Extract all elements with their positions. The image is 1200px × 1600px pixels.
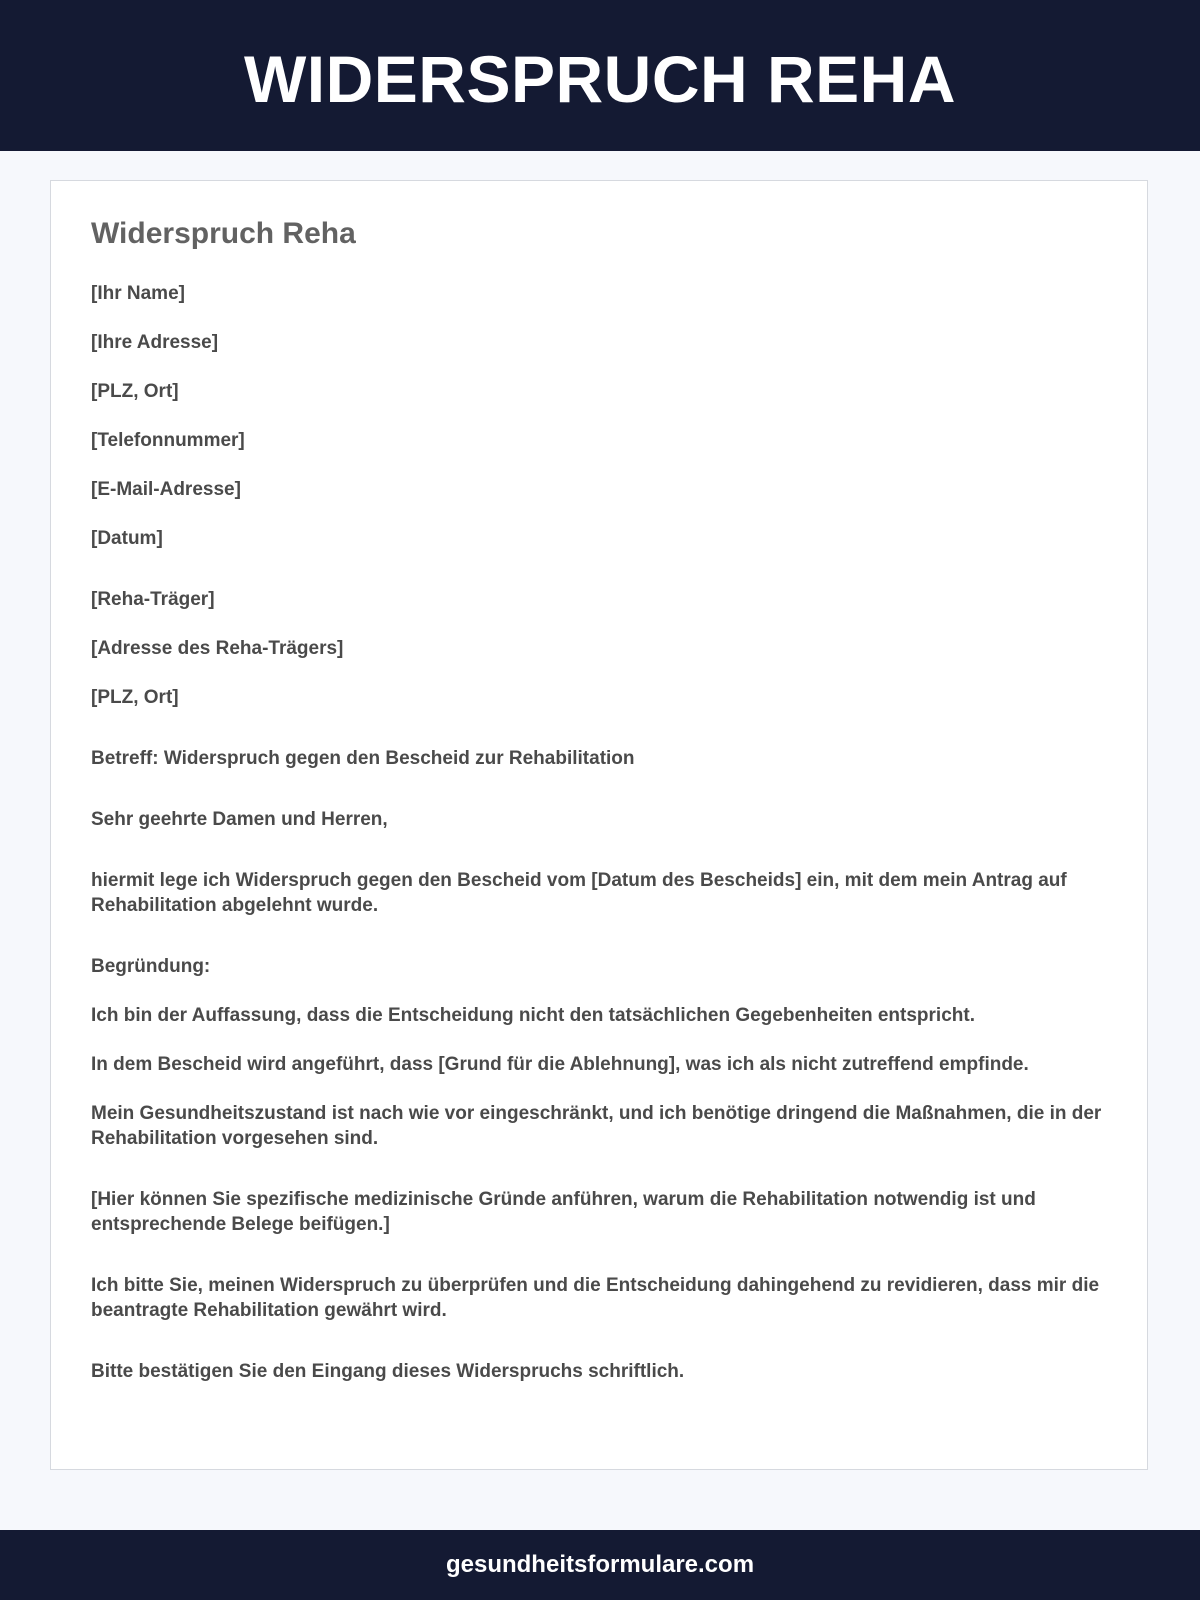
page-footer	[0, 1530, 1200, 1600]
recipient-address: [Adresse des Reha-Trägers]	[91, 638, 344, 659]
intro-paragraph: hiermit lege ich Widerspruch gegen den Bescheid vom [Datum des Bescheids] ein, mit dem mein Antrag auf Rehabilitation abgelehnt wurde.	[91, 870, 1067, 916]
recipient-city: [PLZ, Ort]	[91, 687, 179, 708]
sender-name: [Ihr Name]	[91, 283, 185, 304]
medical-reasons-placeholder: [Hier können Sie spezifische medizinische Gründe anführen, warum die Rehabilitation notwendig ist und entsprechende Belege beifügen.]	[91, 1189, 1036, 1235]
sender-address: [Ihre Adresse]	[91, 332, 219, 353]
page-header	[0, 0, 1200, 151]
letter-date: [Datum]	[91, 528, 163, 549]
confirmation-paragraph: Bitte bestätigen Sie den Eingang dieses Widerspruchs schriftlich.	[91, 1361, 685, 1382]
reason-label: Begründung:	[91, 956, 211, 977]
request-paragraph: Ich bitte Sie, meinen Widerspruch zu überprüfen und die Entscheidung dahingehend zu revidieren, dass mir die beantragte Rehabilitation gewährt wird.	[91, 1275, 1100, 1321]
salutation: Sehr geehrte Damen und Herren,	[91, 809, 388, 830]
reason-paragraph-2: In dem Bescheid wird angeführt, dass [Grund für die Ablehnung], was ich als nicht zutreffend empfinde.	[91, 1054, 1029, 1075]
sender-email: [E-Mail-Adresse]	[91, 479, 241, 500]
sender-city: [PLZ, Ort]	[91, 381, 179, 402]
recipient-name: [Reha-Träger]	[91, 589, 215, 610]
subject-line: Betreff: Widerspruch gegen den Bescheid zur Rehabilitation	[91, 748, 635, 769]
letter-card	[50, 180, 1148, 1470]
reason-paragraph-3: Mein Gesundheitszustand ist nach wie vor eingeschränkt, und ich benötige dringend die Maßnahmen, die in der Rehabilitation vorgesehen sind.	[91, 1103, 1102, 1149]
document-title: Widerspruch Reha	[91, 217, 356, 250]
page-title: WIDERSPRUCH REHA	[243, 41, 957, 116]
sender-phone: [Telefonnummer]	[91, 430, 245, 451]
footer-site: gesundheitsformulare.com	[445, 1551, 755, 1578]
reason-paragraph-1: Ich bin der Auffassung, dass die Entscheidung nicht den tatsächlichen Gegebenheiten entspricht.	[91, 1005, 975, 1026]
